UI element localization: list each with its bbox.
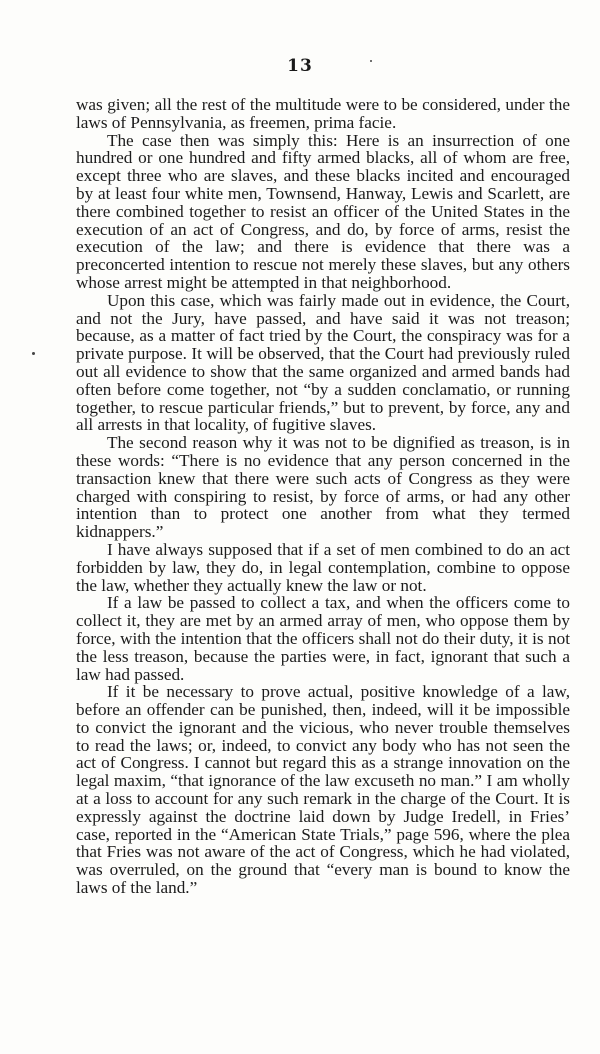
print-speck (370, 60, 372, 62)
paragraph-court-ruling: Upon this case, which was fairly made out in evidence, the Court, and not the Jury, have passed, and have said it was not treason; because, as a matter of fact tried by the Court, the conspiracy was for a private purpose. It will be observed, that the Court had previously ruled out all evidence to show that the same organized and armed bands had often before come together, not “by a sudden conclamatio, or running together, to rescue particular friends,” but to prevent, by force, any and all arrests in that locality, of fugitive slaves. (76, 290, 570, 435)
margin-mark (32, 352, 35, 355)
body-text (76, 96, 570, 897)
paragraph-second-reason: The second reason why it was not to be dignified as treason, is in these words: “There is no evidence that any person concerned in the transaction knew that there were such acts of Congress as they were charged with conspiring to resist, by force of arms, or had any other intention than to protect one another from what they termed kidnappers.” (76, 433, 570, 542)
paragraph-continued: was given; all the rest of the multitude were to be considered, under the laws of Pennsylvania, as freemen, prima facie. (76, 95, 570, 132)
paragraph-tax-example: If a law be passed to collect a tax, and when the officers come to collect it, they are met by an armed array of men, who oppose them by force, with the intention that the officers shall not do their duty, it is not the less treason, because the parties were, in fact, ignorant that such a law had passed. (76, 593, 570, 684)
paragraph-case-summary: The case then was simply this: Here is an insurrection of one hundred or one hundred and fifty armed blacks, all of whom are free, except three who are slaves, and these blacks incited and encouraged by at least four white men, Townsend, Hanway, Lewis and Scarlett, are there combined together to resist an officer of the United States in the execution of an act of Congress, and do, by force of arms, resist the execution of the law; and there is evidence that there was a preconcerted intention to rescue not merely these slaves, but any others whose arrest might be attempted in that neighborhood. (76, 130, 570, 292)
paragraph-legal-contemplation: I have always supposed that if a set of men combined to do an act forbidden by law, they do, in legal contemplation, combine to oppose the law, whether they actually knew the law or not. (76, 539, 570, 595)
paragraph-ignorance-of-law: If it be necessary to prove actual, positive knowledge of a law, before an offender can be punished, then, indeed, will it be impossible to convict the ignorant and the vicious, who never trouble themselves to read the laws; or, indeed, to convict any body who has not seen the act of Congress. I cannot but regard this as a strange innovation on the legal maxim, “that ignorance of the law excuseth no man.” I am wholly at a loss to account for any such remark in the charge of the Court. It is expressly against the doctrine laid down by Judge Iredell, in Fries’ case, reported in the “American State Trials,” page 596, where the plea that Fries was not aware of the act of Congress, which he had violated, was overruled, on the ground that “every man is bound to know the laws of the land.” (76, 682, 570, 898)
page-number: 13 (287, 56, 313, 76)
